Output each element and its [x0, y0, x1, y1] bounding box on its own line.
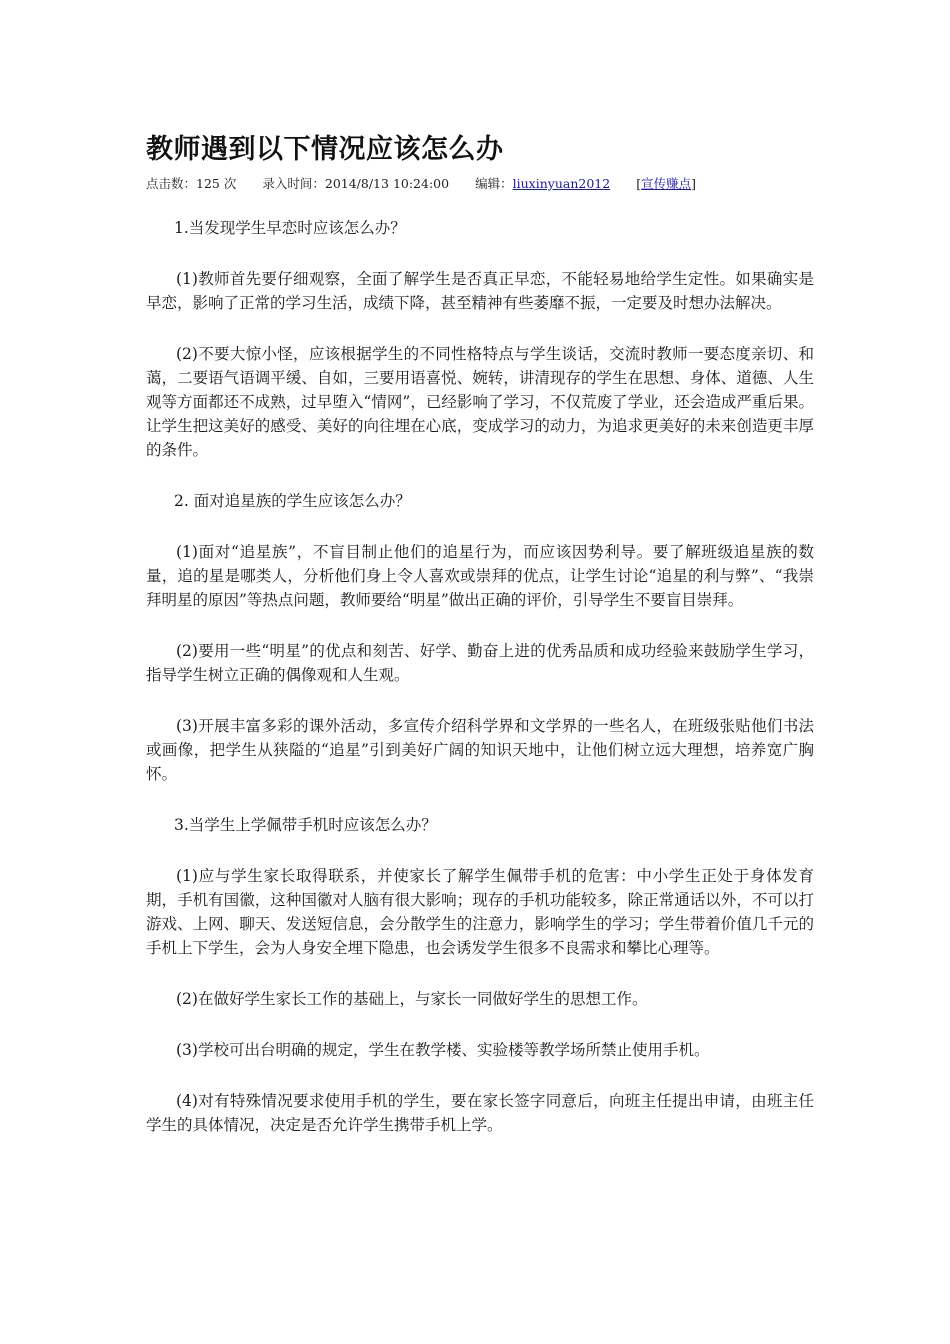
body-paragraph: (4)对有特殊情况要求使用手机的学生，要在家长签字同意后，向班主任提出申请，由班主任学生的具体情况，决定是否允许学生携带手机上学。	[146, 1092, 814, 1134]
article-meta	[146, 174, 814, 194]
section-heading: 3.当学生上学佩带手机时应该怎么办？	[174, 816, 437, 834]
body-paragraph: (2)要用一些“明星”的优点和刻苦、好学、勤奋上进的优秀品质和成功经验来鼓励学生学习，指导学生树立正确的偶像观和人生观。	[146, 642, 814, 684]
time-value: 2014/8/13 10:24:00	[324, 176, 450, 191]
body-paragraph: (3)开展丰富多彩的课外活动，多宣传介绍科学界和文学界的一些名人，在班级张贴他们书法或画像，把学生从狭隘的“追星”引到美好广阔的知识天地中，让他们树立远大理想，培养宽广胸怀。	[146, 717, 814, 783]
body-paragraph: (3)学校可出台明确的规定，学生在教学楼、实验楼等教学场所禁止使用手机。	[176, 1041, 710, 1059]
editor-link[interactable]: liuxinyuan2012	[512, 176, 611, 191]
body-paragraph: (2)不要大惊小怪，应该根据学生的不同性格特点与学生谈话，交流时教师一要态度亲切、和蔼，二要语气语调平缓、自如，三要用语喜悦、婉转，讲清现存的学生在思想、身体、道德、人生观等方面都还不成熟，过早堕入“情网”，已经影响了学习，不仅荒废了学业，还会造成严重后果。让学生把这美好的感受、美好的向往埋在心底，变成学习的动力，为追求更美好的未来创造更丰厚的条件。	[146, 345, 814, 459]
promo-link[interactable]: 宣传赚点	[641, 176, 692, 191]
body-paragraph: (1)面对“追星族”，不盲目制止他们的追星行为，而应该因势利导。要了解班级追星族的数量，追的星是哪类人，分析他们身上令人喜欢或崇拜的优点，让学生讨论“追星的利与弊”、“我崇拜明星的原因”等热点问题，教师要给“明星”做出正确的评价，引导学生不要盲目崇拜。	[146, 543, 814, 609]
clicks-value: 125 次	[196, 176, 237, 191]
section-heading: 1.当发现学生早恋时应该怎么办？	[174, 219, 406, 237]
section-heading: 2. 面对追星族的学生应该怎么办？	[174, 492, 411, 510]
article-body	[146, 216, 814, 1137]
body-paragraph: (2)在做好学生家长工作的基础上，与家长一同做好学生的思想工作。	[176, 990, 648, 1008]
body-paragraph: (1)教师首先要仔细观察，全面了解学生是否真正早恋，不能轻易地给学生定性。如果确实是早恋，影响了正常的学习生活，成绩下降，甚至精神有些萎靡不振，一定要及时想办法解决。	[146, 270, 814, 312]
editor-label: 编辑：	[475, 176, 513, 191]
promo-bracket-close: ]	[691, 176, 696, 191]
article-title: 教师遇到以下情况应该怎么办	[146, 134, 504, 165]
clicks-label: 点击数：	[146, 176, 197, 191]
time-label: 录入时间：	[262, 176, 325, 191]
promo-bracket-open: [	[636, 176, 642, 191]
body-paragraph: (1)应与学生家长取得联系，并使家长了解学生佩带手机的危害：中小学生正处于身体发育期，手机有国徽，这种国徽对人脑有很大影响；现存的手机功能较多，除正常通话以外，不可以打游戏、上网、聊天、发送短信息，会分散学生的注意力，影响学生的学习；学生带着价值几千元的手机上下学生，会为人身安全埋下隐患，也会诱发学生很多不良需求和攀比心理等。	[146, 867, 814, 957]
document-page	[146, 130, 814, 1164]
